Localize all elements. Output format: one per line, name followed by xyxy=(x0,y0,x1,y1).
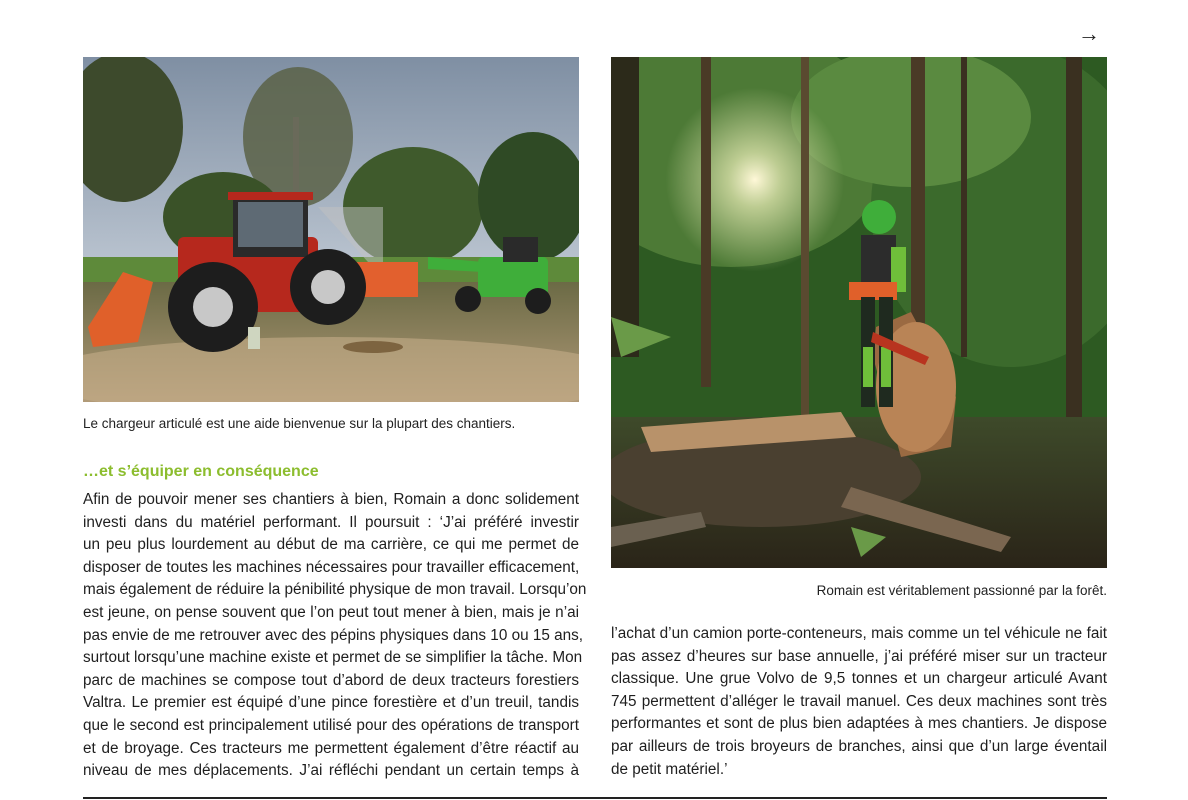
text-line: performantes et sont de plus bien adaptées à mes chantiers. Je dispose xyxy=(611,715,1107,733)
photo-forest-chainsaw xyxy=(611,57,1107,568)
text-line: est jeune, on pense souvent que l’on peut tout mener à bien, mais je n’ai xyxy=(83,603,579,621)
text-line: investi dans du matériel performant. Il poursuit : ‘J’ai préféré investir xyxy=(83,513,579,531)
photo-caption-tractor: Le chargeur articulé est une aide bienvenue sur la plupart des chantiers. xyxy=(83,416,516,431)
text-line: surtout lorsqu’une machine existe et permet de se simplifier la tâche. Mon xyxy=(83,649,583,667)
text-line: niveau de mes déplacements. J’ai réfléchi pendant un certain temps à xyxy=(83,762,579,780)
article-column-left xyxy=(83,489,587,783)
text-line: Valtra. Le premier est équipé d’une pince forestière et d’un treuil, tandis xyxy=(83,694,579,712)
text-line: 745 permettent d’alléger le travail manuel. Ces deux machines sont très xyxy=(611,692,1107,710)
text-line: pas envie de me retrouver avec des pépins physiques dans 10 ou 15 ans, xyxy=(83,626,584,644)
text-line: mais également de réduire la pénibilité physique de mon travail. Lorsqu’on xyxy=(83,581,587,599)
text-line: classique. Une grue Volvo de 9,5 tonnes et un chargeur articulé Avant xyxy=(611,670,1107,688)
text-line: et de broyage. Ces tracteurs me permettent également d’être réactif au xyxy=(83,739,579,757)
footer-rule xyxy=(83,797,1107,799)
photo-caption-forest: Romain est véritablement passionné par la forêt. xyxy=(816,583,1107,598)
text-line: pas assez d’heures sur base annuelle, j’ai préféré miser sur un tracteur xyxy=(611,647,1107,665)
text-line: l’achat d’un camion porte-conteneurs, mais comme un tel véhicule ne fait xyxy=(611,625,1107,642)
article-column-right xyxy=(611,623,1107,781)
text-line: que le second est principalement utilisé pour des opérations de transport xyxy=(83,716,579,734)
section-heading: …et s’équiper en conséquence xyxy=(83,463,319,480)
text-line: Afin de pouvoir mener ses chantiers à bien, Romain a donc solidement xyxy=(83,491,579,508)
next-page-arrow-icon[interactable]: → xyxy=(1078,21,1100,46)
text-line: de petit matériel.’ xyxy=(611,760,728,778)
text-line: disposer de toutes les machines nécessaires pour travailler efficacement, xyxy=(83,558,580,576)
text-line: un peu plus lourdement au début de ma carrière, ce qui me permet de xyxy=(83,536,579,554)
photo-tractor-and-loader xyxy=(83,57,579,402)
text-line: par ailleurs de trois broyeurs de branches, ainsi que d’un large éventail xyxy=(611,737,1107,755)
text-line: parc de machines se compose tout d’abord de deux tracteurs forestiers xyxy=(83,671,579,689)
